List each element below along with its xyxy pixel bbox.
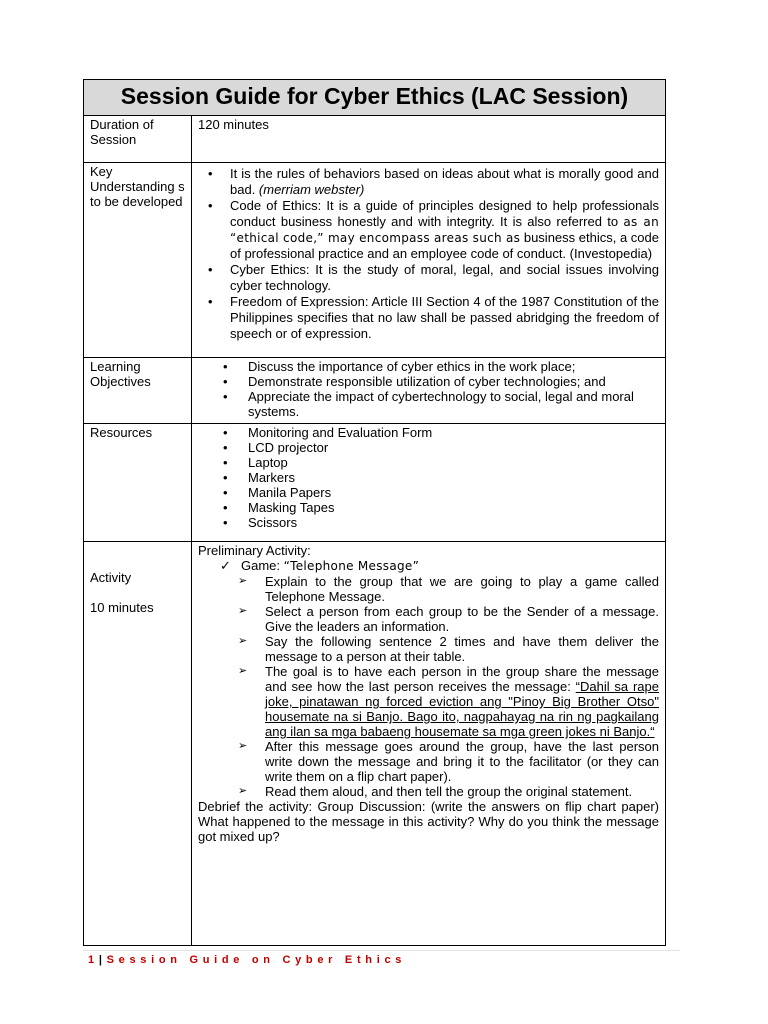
list-item: ➢ Read them aloud, and then tell the group the original statement. [238,784,633,799]
list-item: • Code of Ethics: It is a guide of principles designed to help professionals conduct business honestly and with integrity. It is also referred to as an “ethical code,” may encompass areas such as business ethics, a code of professional practice and an employee code of conduct. (Investopedia) [198,198,659,262]
footer-text: Session Guide on Cyber Ethics [106,954,407,966]
arrow-bullet-icon: ➢ [238,785,248,797]
arrow-bullet-icon: ➢ [238,605,248,617]
arrow-bullet-icon: ➢ [238,665,248,677]
citation: (merriam webster) [258,182,365,197]
activity-label: Activity [90,570,132,585]
resources-label: Resources [84,424,192,541]
quoted-message: “Dahil sa rape joke, pinatawan ng forced eviction ang "Pinoy Big Brother Otso" housemate na si Banjo. Bago ito, nagpahayag na rin ng pagkailang ang ilan sa mga babaeng housemate sa mga green jokes ni Banjo.“ [265,679,659,739]
arrow-bullet-icon: ➢ [238,740,248,752]
session-guide-table [83,79,666,946]
list-item: • Markers [198,470,659,485]
learning-objectives-label: Learning Objectives [84,358,192,423]
activity-row [84,542,665,945]
learning-objectives-row [84,358,665,424]
objectives-list [198,359,659,419]
list-item: ➢ After this message goes around the group, have the last person write down the message and bring it to the facilitator (or they can write them on a flip chart paper). [238,739,659,784]
duration-row [84,116,665,163]
list-item: • Demonstrate responsible utilization of cyber technologies; and [198,374,659,389]
key-understandings-label: Key Understanding s to be developed [84,163,192,357]
activity-time: 10 minutes [90,600,154,615]
debrief-text: Debrief the activity: Group Discussion: (write the answers on flip chart paper) What happened to the message in this activity? Why do you think the message got mixed up? [198,799,659,844]
footer-divider [83,950,680,951]
key-understandings-list [198,166,659,342]
list-item: ➢ Say the following sentence 2 times and have them deliver the message to a person at their table. [238,634,659,664]
page-footer: 1|Session Guide on Cyber Ethics [88,954,407,966]
list-item: ➢ Explain to the group that we are going to play a game called Telephone Message. [238,574,659,604]
list-item: • Manila Papers [198,485,659,500]
list-item: • Appreciate the impact of cybertechnology to social, legal and moral systems. [198,389,659,419]
list-item: • Scissors [198,515,659,530]
list-item: • Masking Tapes [198,500,659,515]
checkmark-icon: ✓ [220,558,231,573]
resources-list [198,425,659,530]
list-item: • Cyber Ethics: It is the study of moral, legal, and social issues involving cyber technology. [198,262,659,294]
key-understandings-row [84,163,665,358]
arrow-bullet-icon: ➢ [238,635,248,647]
list-item: • Discuss the importance of cyber ethics in the work place; [198,359,659,374]
duration-label: Duration of Session [84,116,192,162]
list-item: • It is the rules of behaviors based on ideas about what is morally good and bad. (merriam webster) [198,166,659,198]
duration-value: 120 minutes [198,117,269,132]
preliminary-activity: Preliminary Activity: [198,543,311,558]
activity-steps [198,574,659,799]
document-title: Session Guide for Cyber Ethics (LAC Session) [84,80,665,116]
game-name: “Telephone Message” [283,559,420,573]
list-item: • Freedom of Expression: Article III Section 4 of the 1987 Constitution of the Philippines specifies that no law shall be passed abridging the freedom of speech or of expression. [198,294,659,342]
page-number: 1 [88,954,99,966]
list-item: • Monitoring and Evaluation Form [198,425,659,440]
list-item: • Laptop [198,455,659,470]
list-item: • LCD projector [198,440,659,455]
list-item: ➢ The goal is to have each person in the group share the message and see how the last person receives the message: “Dahil sa rape joke, pinatawan ng forced eviction ang "Pinoy Big Brother Otso" housemate na si Banjo. Bago ito, nagpahayag na rin ng pagkailang ang ilan sa mga babaeng housemate sa mga green jokes ni Banjo.“ [238,664,659,739]
game-line: ✓ Game: “Telephone Message” [220,558,420,573]
resources-row [84,424,665,542]
arrow-bullet-icon: ➢ [238,575,248,587]
list-item: ➢ Select a person from each group to be the Sender of a message. Give the leaders an information. [238,604,659,634]
